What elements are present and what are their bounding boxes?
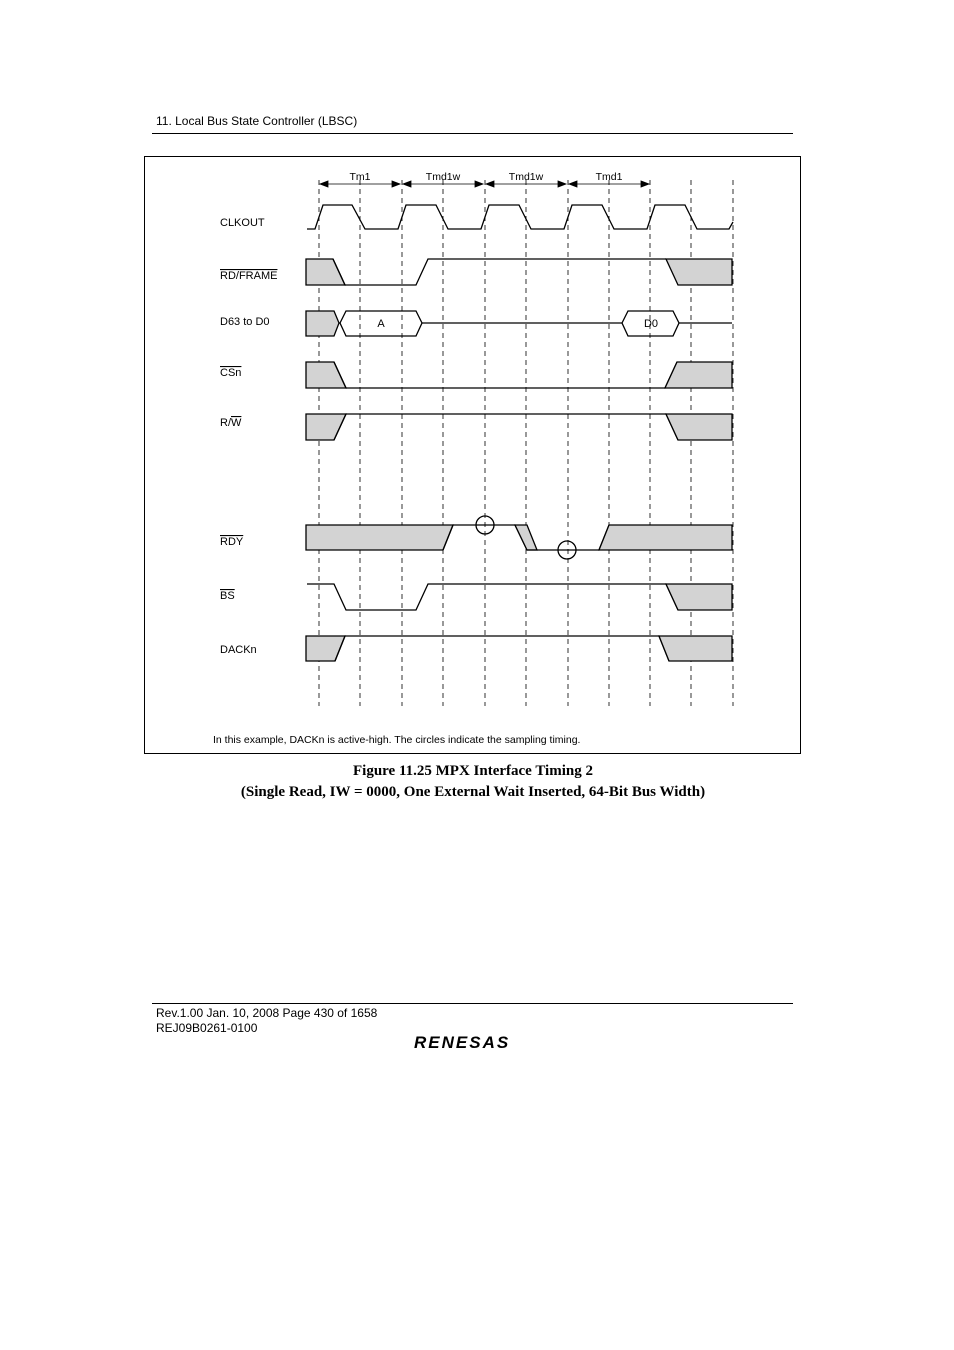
footer-document-number: REJ09B0261-0100 bbox=[156, 1021, 258, 1035]
period-label-tmd1: Tmd1 bbox=[595, 171, 623, 183]
footer-rule bbox=[152, 1003, 793, 1004]
footer-revision: Rev.1.00 Jan. 10, 2008 Page 430 of 1658 bbox=[156, 1006, 378, 1020]
csn-unknown-end bbox=[665, 362, 732, 388]
figure-caption-subtitle: (Single Read, IW = 0000, One External Wait Inserted, 64-Bit Bus Width) bbox=[240, 784, 706, 800]
signal-label-csn: CSn bbox=[220, 367, 242, 379]
figure-note: In this example, DACKn is active-high. The circles indicate the sampling timing. bbox=[213, 734, 581, 746]
signal-label-rw: R/W bbox=[220, 417, 242, 429]
figure-caption-title: Figure 11.25 MPX Interface Timing 2 bbox=[353, 763, 593, 779]
bs-unknown-end bbox=[666, 584, 732, 610]
renesas-logo: RENESAS bbox=[414, 1033, 511, 1052]
csn-waveform bbox=[334, 362, 677, 388]
dackn-waveform bbox=[335, 636, 669, 661]
rd-frame-unknown-end bbox=[666, 259, 732, 285]
signal-label-rd-frame: RD/FRAME bbox=[220, 270, 278, 282]
signal-label-clkout: CLKOUT bbox=[220, 217, 265, 229]
rw-unknown-end bbox=[666, 414, 732, 440]
rdy-waveform-high bbox=[443, 525, 527, 550]
signal-label-rdy: RDY bbox=[220, 536, 244, 548]
rdy-unknown-2 bbox=[515, 525, 537, 550]
clkout-waveform bbox=[307, 205, 733, 229]
period-label-tmd1w-1: Tmd1w bbox=[425, 171, 461, 183]
rdy-unknown-1 bbox=[306, 525, 453, 550]
rd-frame-waveform bbox=[333, 259, 666, 285]
bs-waveform bbox=[307, 584, 678, 610]
dackn-unknown-end bbox=[659, 636, 732, 661]
signal-label-bs: BS bbox=[220, 590, 235, 602]
rw-waveform bbox=[334, 414, 678, 440]
dackn-unknown-start bbox=[306, 636, 345, 661]
signal-label-data: D63 to D0 bbox=[220, 316, 270, 328]
period-label-tmd1w-2: Tmd1w bbox=[508, 171, 544, 183]
rdy-waveform-low bbox=[527, 525, 609, 550]
section-header: 11. Local Bus State Controller (LBSC) bbox=[156, 114, 358, 128]
bus-label-address: A bbox=[377, 318, 385, 330]
data-unknown-start bbox=[306, 311, 339, 336]
rdy-unknown-3 bbox=[599, 525, 732, 550]
period-label-tm1: Tm1 bbox=[349, 171, 371, 183]
bus-label-data: D0 bbox=[643, 318, 659, 330]
signal-label-dackn: DACKn bbox=[220, 644, 257, 656]
